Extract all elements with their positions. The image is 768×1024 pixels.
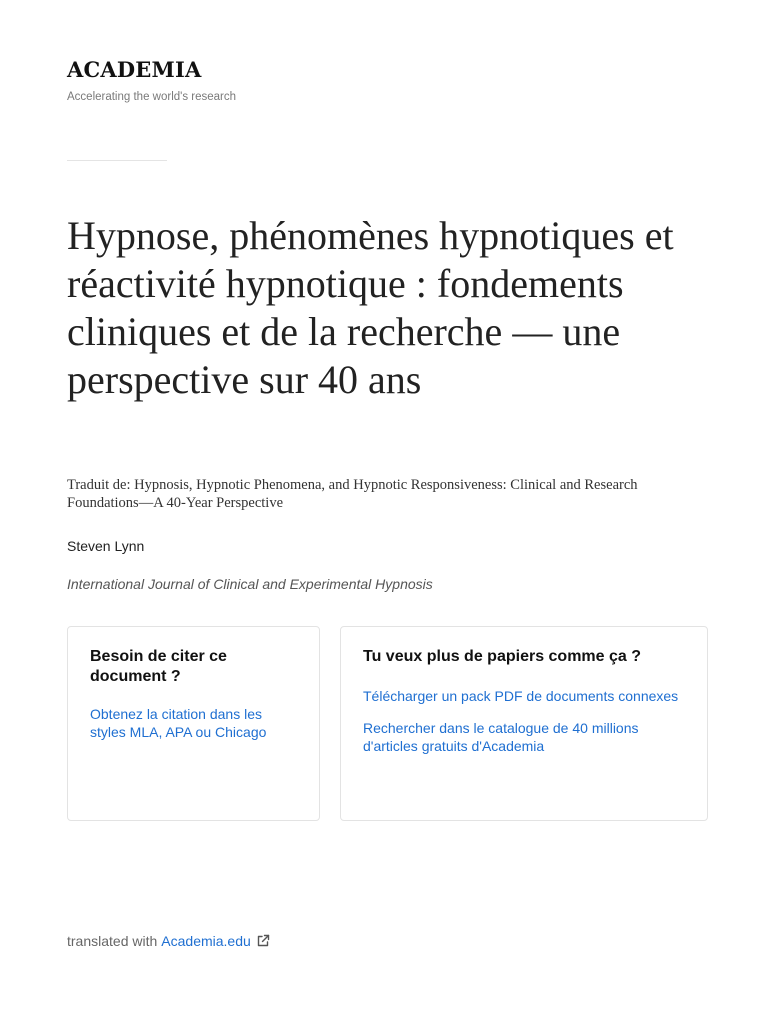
brand-header (67, 56, 236, 103)
footer (67, 933, 270, 949)
author-name: Steven Lynn (67, 538, 145, 554)
more-papers-card (340, 626, 708, 821)
academia-edu-link[interactable]: Academia.edu (161, 933, 251, 949)
download-pdf-pack-link[interactable]: Télécharger un pack PDF de documents connexes (363, 688, 679, 704)
cite-card (67, 626, 320, 821)
header-divider (67, 160, 167, 161)
get-citation-link[interactable]: Obtenez la citation dans les styles MLA, APA ou Chicago (90, 706, 267, 740)
footer-prefix: translated with (67, 933, 158, 949)
journal-name: International Journal of Clinical and Experimental Hypnosis (67, 576, 433, 592)
translated-from-subtitle: Traduit de: Hypnosis, Hypnotic Phenomena, and Hypnotic Responsiveness: Clinical and Research Foundations—A 40-Year Perspective (67, 477, 638, 511)
more-papers-card-title: Tu veux plus de papiers comme ça ? (363, 648, 642, 665)
academia-logo[interactable]: ACADEMIA (67, 57, 202, 82)
search-catalog-link[interactable]: Rechercher dans le catalogue de 40 millions d'articles gratuits d'Academia (363, 720, 639, 754)
external-link-icon[interactable] (256, 934, 270, 948)
cite-card-title: Besoin de citer ce document ? (90, 648, 227, 685)
brand-tagline: Accelerating the world's research (67, 91, 237, 103)
paper-title: Hypnose, phénomènes hypnotiques et réactivité hypnotique : fondements cliniques et de la recherche — une perspective sur 40 ans (67, 213, 674, 402)
